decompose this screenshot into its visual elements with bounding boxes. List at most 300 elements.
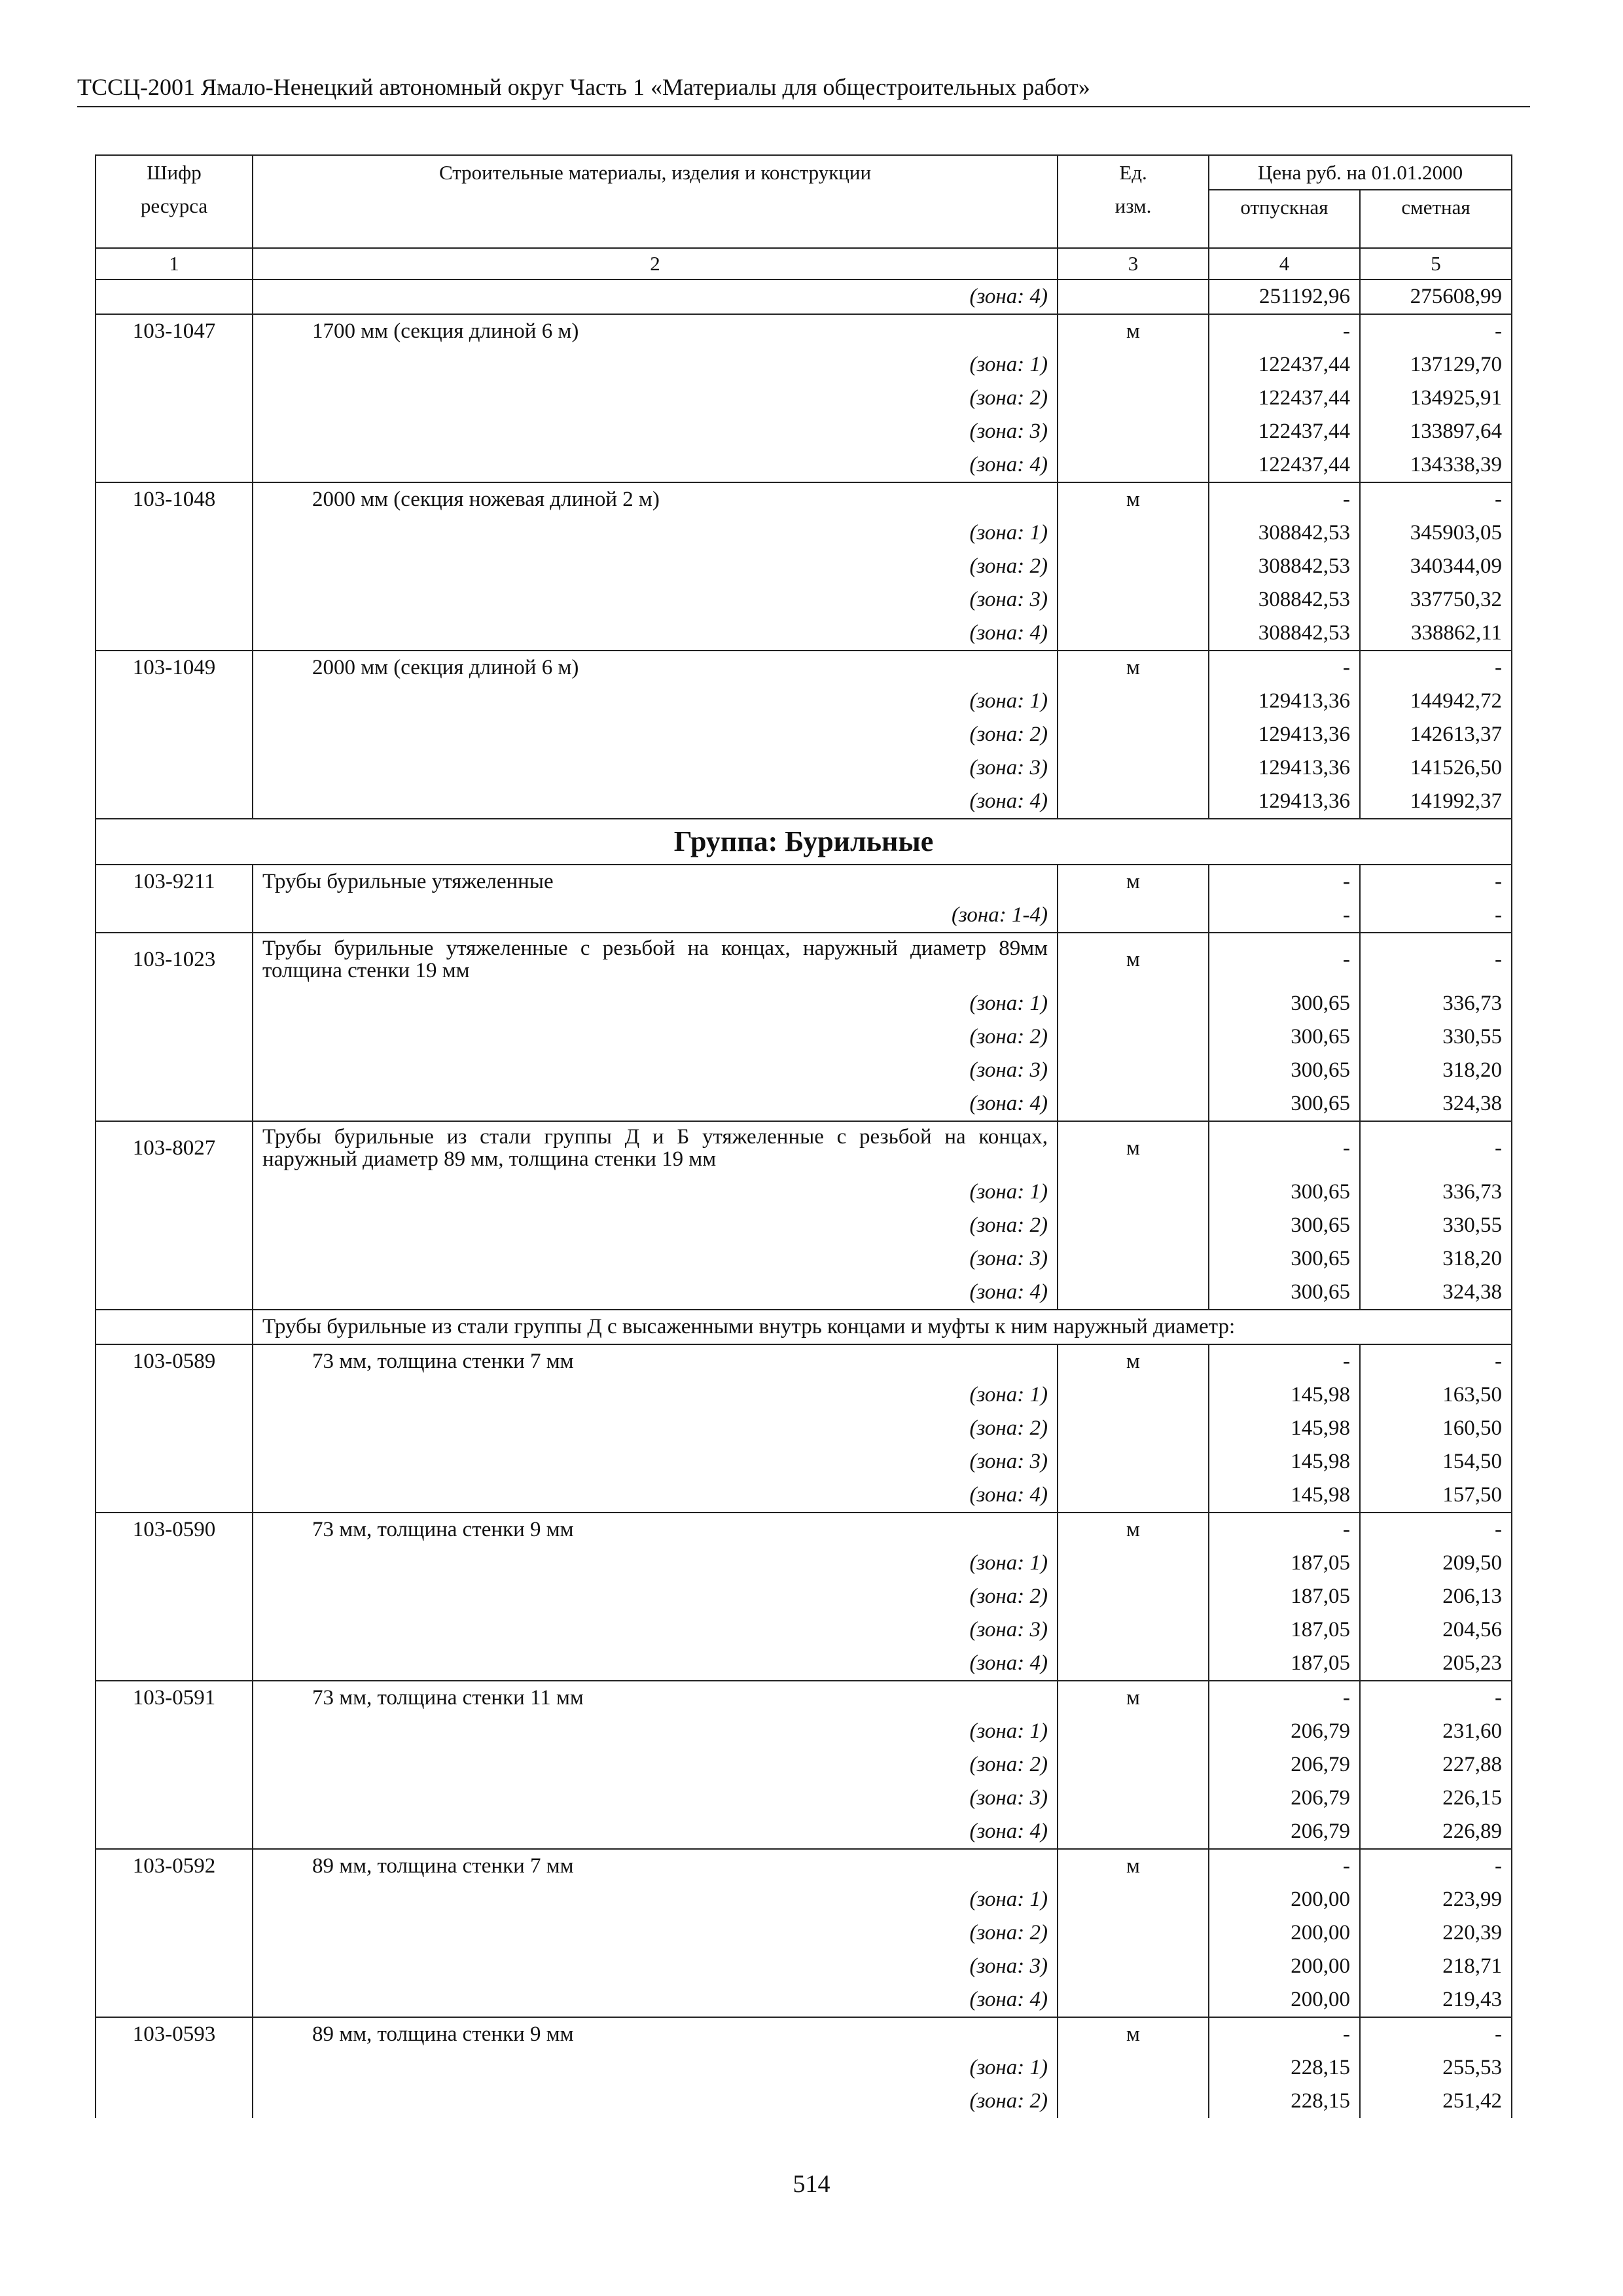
release-price: 300,65	[1209, 1209, 1360, 1242]
estimate-price: -	[1360, 1513, 1512, 1547]
unit-cell-empty	[1058, 382, 1209, 415]
release-price: 308842,53	[1209, 617, 1360, 651]
unit-cell-empty	[1058, 550, 1209, 583]
unit-cell-empty	[1058, 2051, 1209, 2085]
zone-row	[96, 1209, 1512, 1242]
unit-cell-empty	[1058, 785, 1209, 819]
release-price: 129413,36	[1209, 751, 1360, 785]
zone-row	[96, 899, 1512, 933]
estimate-price: 338862,11	[1360, 617, 1512, 651]
release-price: -	[1209, 1344, 1360, 1378]
zone-row	[96, 1782, 1512, 1815]
unit-cell-empty	[1058, 1547, 1209, 1580]
zone-row	[96, 1412, 1512, 1445]
release-price: -	[1209, 865, 1360, 899]
zone-label: (зона: 4)	[253, 1647, 1058, 1681]
zone-row	[96, 617, 1512, 651]
unit-cell-empty	[1058, 718, 1209, 751]
estimate-price: 220,39	[1360, 1916, 1512, 1950]
zone-row	[96, 1916, 1512, 1950]
zone-row	[96, 583, 1512, 617]
release-price: -	[1209, 1513, 1360, 1547]
resource-code-empty	[96, 785, 253, 819]
release-price: 122437,44	[1209, 448, 1360, 482]
release-price: 187,05	[1209, 1580, 1360, 1613]
release-price: 200,00	[1209, 1983, 1360, 2017]
resource-code-empty	[96, 1613, 253, 1647]
zone-label: (зона: 3)	[253, 1950, 1058, 1983]
unit-cell: м	[1058, 314, 1209, 348]
unit-cell-empty	[1058, 1175, 1209, 1209]
release-price: -	[1209, 651, 1360, 685]
resource-code: 103-0591	[96, 1681, 253, 1715]
zone-label: (зона: 1)	[253, 348, 1058, 382]
unit-cell-empty	[1058, 1209, 1209, 1242]
resource-code-empty	[96, 1950, 253, 1983]
release-price: 206,79	[1209, 1782, 1360, 1815]
zone-row	[96, 1883, 1512, 1916]
unit-cell-empty	[1058, 1580, 1209, 1613]
estimate-price: 144942,72	[1360, 685, 1512, 718]
unit-cell-empty	[1058, 751, 1209, 785]
resource-name: 73 мм, толщина стенки 9 мм	[253, 1513, 1058, 1547]
zone-row	[96, 685, 1512, 718]
header-name: Строительные материалы, изделия и конструкции	[253, 155, 1058, 248]
zone-row	[96, 2051, 1512, 2085]
estimate-price: -	[1360, 1681, 1512, 1715]
group-heading-row	[96, 819, 1512, 865]
unit-cell-empty	[1058, 987, 1209, 1020]
zone-label: (зона: 3)	[253, 1445, 1058, 1479]
unit-cell-empty	[1058, 415, 1209, 448]
resource-code: 103-9211	[96, 865, 253, 899]
zone-row	[96, 1087, 1512, 1121]
price-table	[95, 154, 1512, 2118]
zone-row	[96, 550, 1512, 583]
zone-label: (зона: 3)	[253, 415, 1058, 448]
zone-label: (зона: 4)	[253, 1983, 1058, 2017]
estimate-price: 205,23	[1360, 1647, 1512, 1681]
estimate-price: 157,50	[1360, 1479, 1512, 1513]
unit-cell-empty	[1058, 1242, 1209, 1276]
header-release-price: отпускная	[1209, 190, 1360, 248]
zone-row	[96, 1175, 1512, 1209]
estimate-price: 141992,37	[1360, 785, 1512, 819]
resource-code-empty	[96, 1647, 253, 1681]
resource-row	[96, 865, 1512, 899]
zone-label: (зона: 1)	[253, 1547, 1058, 1580]
estimate-price: -	[1360, 2017, 1512, 2051]
resource-code: 103-1047	[96, 314, 253, 348]
zone-row	[96, 382, 1512, 415]
zone-label: (зона: 4)	[253, 1276, 1058, 1310]
unit-cell: м	[1058, 2017, 1209, 2051]
unit-cell: м	[1058, 865, 1209, 899]
zone-row	[96, 1950, 1512, 1983]
unit-cell-empty	[1058, 1412, 1209, 1445]
estimate-price: 141526,50	[1360, 751, 1512, 785]
resource-code-empty	[96, 1310, 253, 1344]
zone-label: (зона: 1)	[253, 1378, 1058, 1412]
zone-label: (зона: 1)	[253, 987, 1058, 1020]
unit-cell: м	[1058, 651, 1209, 685]
estimate-price: 330,55	[1360, 1209, 1512, 1242]
resource-code-empty	[96, 550, 253, 583]
resource-code-empty	[96, 1748, 253, 1782]
unit-cell-empty	[1058, 448, 1209, 482]
resource-name: 89 мм, толщина стенки 9 мм	[253, 2017, 1058, 2051]
estimate-price: 255,53	[1360, 2051, 1512, 2085]
unit-cell-empty	[1058, 1748, 1209, 1782]
resource-code-empty	[96, 1547, 253, 1580]
resource-code-empty	[96, 2085, 253, 2118]
resource-row	[96, 933, 1512, 987]
resource-code: 103-1023	[96, 933, 253, 987]
resource-code-empty	[96, 1054, 253, 1087]
resource-code: 103-0590	[96, 1513, 253, 1547]
release-price: 187,05	[1209, 1647, 1360, 1681]
column-number: 2	[253, 248, 1058, 279]
zone-label: (зона: 2)	[253, 1748, 1058, 1782]
resource-code-empty	[96, 1815, 253, 1849]
estimate-price: -	[1360, 1121, 1512, 1175]
header-unit: Ед. изм.	[1058, 155, 1209, 248]
unit-cell-empty	[1058, 1613, 1209, 1647]
zone-row	[96, 1613, 1512, 1647]
estimate-price: 336,73	[1360, 1175, 1512, 1209]
zone-row	[96, 1715, 1512, 1748]
zone-label: (зона: 2)	[253, 1412, 1058, 1445]
zone-label: (зона: 4)	[253, 279, 1058, 314]
zone-label: (зона: 3)	[253, 1613, 1058, 1647]
resource-code-empty	[96, 718, 253, 751]
resource-code-empty	[96, 516, 253, 550]
resource-code-empty	[96, 1175, 253, 1209]
resource-name: 73 мм, толщина стенки 11 мм	[253, 1681, 1058, 1715]
release-price: 129413,36	[1209, 785, 1360, 819]
release-price: 145,98	[1209, 1479, 1360, 1513]
estimate-price: 340344,09	[1360, 550, 1512, 583]
unit-cell-empty	[1058, 516, 1209, 550]
estimate-price: 223,99	[1360, 1883, 1512, 1916]
release-price: 200,00	[1209, 1916, 1360, 1950]
zone-label: (зона: 2)	[253, 1916, 1058, 1950]
zone-label: (зона: 4)	[253, 448, 1058, 482]
estimate-price: 337750,32	[1360, 583, 1512, 617]
zone-row	[96, 1242, 1512, 1276]
release-price: 300,65	[1209, 1175, 1360, 1209]
header-price: Цена руб. на 01.01.2000	[1209, 155, 1512, 190]
unit-cell-empty	[1058, 1276, 1209, 1310]
resource-code: 103-1048	[96, 482, 253, 516]
zone-label: (зона: 2)	[253, 382, 1058, 415]
unit-cell: м	[1058, 1849, 1209, 1883]
zone-row	[96, 1983, 1512, 2017]
release-price: -	[1209, 1849, 1360, 1883]
zone-row	[96, 1445, 1512, 1479]
resource-name: Трубы бурильные утяжеленные с резьбой на концах, наружный диаметр 89мм толщина стенки 19 мм	[253, 933, 1058, 987]
resource-name: 89 мм, толщина стенки 7 мм	[253, 1849, 1058, 1883]
resource-code-empty	[96, 1715, 253, 1748]
zone-row	[96, 1815, 1512, 1849]
zone-row	[96, 1748, 1512, 1782]
column-number: 5	[1360, 248, 1512, 279]
release-price: 300,65	[1209, 1242, 1360, 1276]
unit-cell-empty	[1058, 1916, 1209, 1950]
resource-code-empty	[96, 1087, 253, 1121]
resource-name: 73 мм, толщина стенки 7 мм	[253, 1344, 1058, 1378]
resource-code-empty	[96, 1412, 253, 1445]
resource-code-empty	[96, 1580, 253, 1613]
resource-code-empty	[96, 899, 253, 933]
zone-row	[96, 987, 1512, 1020]
release-price: 145,98	[1209, 1445, 1360, 1479]
resource-code-empty	[96, 617, 253, 651]
zone-row	[96, 279, 1512, 314]
estimate-price: 231,60	[1360, 1715, 1512, 1748]
zone-label: (зона: 2)	[253, 2085, 1058, 2118]
estimate-price: 154,50	[1360, 1445, 1512, 1479]
unit-cell-empty	[1058, 583, 1209, 617]
release-price: 129413,36	[1209, 685, 1360, 718]
estimate-price: 160,50	[1360, 1412, 1512, 1445]
header-code: Шифр ресурса	[96, 155, 253, 248]
release-price: 206,79	[1209, 1715, 1360, 1748]
unit-cell-empty	[1058, 1020, 1209, 1054]
resource-row	[96, 1344, 1512, 1378]
resource-code-empty	[96, 1209, 253, 1242]
release-price: 200,00	[1209, 1883, 1360, 1916]
zone-label: (зона: 1)	[253, 2051, 1058, 2085]
zone-label: (зона: 1)	[253, 1175, 1058, 1209]
estimate-price: -	[1360, 899, 1512, 933]
zone-label: (зона: 4)	[253, 785, 1058, 819]
estimate-price: 336,73	[1360, 987, 1512, 1020]
zone-label: (зона: 3)	[253, 1782, 1058, 1815]
resource-code: 103-0589	[96, 1344, 253, 1378]
unit-cell: м	[1058, 1121, 1209, 1175]
zone-label: (зона: 3)	[253, 583, 1058, 617]
estimate-price: 218,71	[1360, 1950, 1512, 1983]
unit-cell-empty	[1058, 1950, 1209, 1983]
zone-row	[96, 785, 1512, 819]
resource-code-empty	[96, 1020, 253, 1054]
estimate-price: 163,50	[1360, 1378, 1512, 1412]
release-price: 251192,96	[1209, 279, 1360, 314]
release-price: 300,65	[1209, 1020, 1360, 1054]
estimate-price: 251,42	[1360, 2085, 1512, 2118]
running-header: ТССЦ-2001 Ямало-Ненецкий автономный округ Часть 1 «Материалы для общестроительных работ»	[77, 73, 1530, 107]
estimate-price: 345903,05	[1360, 516, 1512, 550]
resource-code: 103-8027	[96, 1121, 253, 1175]
estimate-price: 134925,91	[1360, 382, 1512, 415]
zone-label: (зона: 4)	[253, 1815, 1058, 1849]
zone-row	[96, 2085, 1512, 2118]
resource-name: Трубы бурильные утяжеленные	[253, 865, 1058, 899]
unit-cell-empty	[1058, 1647, 1209, 1681]
unit-cell-empty	[1058, 1054, 1209, 1087]
estimate-price: 209,50	[1360, 1547, 1512, 1580]
unit-cell: м	[1058, 1681, 1209, 1715]
release-price: 300,65	[1209, 987, 1360, 1020]
unit-cell: м	[1058, 933, 1209, 987]
release-price: -	[1209, 933, 1360, 987]
release-price: -	[1209, 2017, 1360, 2051]
estimate-price: 226,15	[1360, 1782, 1512, 1815]
zone-label: (зона: 2)	[253, 550, 1058, 583]
unit-cell-empty	[1058, 617, 1209, 651]
resource-row	[96, 1121, 1512, 1175]
column-number: 4	[1209, 248, 1360, 279]
release-price: -	[1209, 1681, 1360, 1715]
unit-cell-empty	[1058, 1378, 1209, 1412]
release-price: -	[1209, 899, 1360, 933]
unit-cell-empty	[1058, 1815, 1209, 1849]
release-price: -	[1209, 314, 1360, 348]
release-price: 308842,53	[1209, 516, 1360, 550]
unit-cell-empty	[1058, 899, 1209, 933]
unit-cell: м	[1058, 1344, 1209, 1378]
release-price: 187,05	[1209, 1547, 1360, 1580]
release-price: 187,05	[1209, 1613, 1360, 1647]
resource-row	[96, 1681, 1512, 1715]
resource-row	[96, 1513, 1512, 1547]
resource-code: 103-1049	[96, 651, 253, 685]
column-number: 1	[96, 248, 253, 279]
zone-label: (зона: 3)	[253, 751, 1058, 785]
unit-cell-empty	[1058, 1479, 1209, 1513]
release-price: 145,98	[1209, 1412, 1360, 1445]
release-price: 129413,36	[1209, 718, 1360, 751]
zone-row	[96, 1276, 1512, 1310]
release-price: -	[1209, 482, 1360, 516]
resource-row	[96, 314, 1512, 348]
zone-label: (зона: 2)	[253, 1209, 1058, 1242]
resource-code-empty	[96, 1242, 253, 1276]
unit-cell-empty	[1058, 1883, 1209, 1916]
unit-cell: м	[1058, 1513, 1209, 1547]
subgroup-title: Трубы бурильные из стали группы Д с высаженными внутрь концами и муфты к ним наружный диаметр:	[253, 1310, 1512, 1344]
resource-code-empty	[96, 1983, 253, 2017]
unit-cell-empty	[1058, 2085, 1209, 2118]
resource-row	[96, 1849, 1512, 1883]
zone-row	[96, 1479, 1512, 1513]
resource-code-empty	[96, 685, 253, 718]
zone-row	[96, 751, 1512, 785]
estimate-price: -	[1360, 482, 1512, 516]
resource-code-empty	[96, 987, 253, 1020]
zone-row	[96, 1054, 1512, 1087]
resource-code-empty	[96, 1883, 253, 1916]
resource-code-empty	[96, 382, 253, 415]
unit-cell-empty	[1058, 1087, 1209, 1121]
release-price: 228,15	[1209, 2051, 1360, 2085]
resource-code-empty	[96, 1479, 253, 1513]
zone-row	[96, 1547, 1512, 1580]
zone-label: (зона: 1-4)	[253, 899, 1058, 933]
release-price: 300,65	[1209, 1054, 1360, 1087]
estimate-price: 219,43	[1360, 1983, 1512, 2017]
estimate-price: 206,13	[1360, 1580, 1512, 1613]
resource-code-empty	[96, 751, 253, 785]
estimate-price: 137129,70	[1360, 348, 1512, 382]
estimate-price: -	[1360, 865, 1512, 899]
zone-label: (зона: 1)	[253, 1715, 1058, 1748]
zone-label: (зона: 2)	[253, 718, 1058, 751]
estimate-price: 318,20	[1360, 1242, 1512, 1276]
resource-name: 2000 мм (секция ножевая длиной 2 м)	[253, 482, 1058, 516]
resource-code-empty	[96, 448, 253, 482]
resource-code: 103-0593	[96, 2017, 253, 2051]
release-price: 206,79	[1209, 1815, 1360, 1849]
estimate-price: 133897,64	[1360, 415, 1512, 448]
header-estimate-price: сметная	[1360, 190, 1512, 248]
unit-cell-empty	[1058, 279, 1209, 314]
resource-code-empty	[96, 1782, 253, 1815]
release-price: 308842,53	[1209, 550, 1360, 583]
estimate-price: -	[1360, 314, 1512, 348]
page-number: 514	[793, 2170, 830, 2198]
unit-cell-empty	[1058, 1445, 1209, 1479]
zone-label: (зона: 4)	[253, 1087, 1058, 1121]
zone-row	[96, 415, 1512, 448]
estimate-price: 318,20	[1360, 1054, 1512, 1087]
estimate-price: -	[1360, 1344, 1512, 1378]
unit-cell: м	[1058, 482, 1209, 516]
resource-code-empty	[96, 1445, 253, 1479]
resource-row	[96, 2017, 1512, 2051]
zone-label: (зона: 2)	[253, 1020, 1058, 1054]
estimate-price: 204,56	[1360, 1613, 1512, 1647]
zone-label: (зона: 1)	[253, 685, 1058, 718]
estimate-price: -	[1360, 651, 1512, 685]
release-price: 200,00	[1209, 1950, 1360, 1983]
estimate-price: -	[1360, 933, 1512, 987]
zone-row	[96, 1580, 1512, 1613]
estimate-price: 142613,37	[1360, 718, 1512, 751]
zone-row	[96, 718, 1512, 751]
group-heading: Группа: Бурильные	[96, 819, 1512, 865]
estimate-price: 227,88	[1360, 1748, 1512, 1782]
resource-code-empty	[96, 1276, 253, 1310]
unit-cell-empty	[1058, 348, 1209, 382]
zone-row	[96, 348, 1512, 382]
zone-row	[96, 448, 1512, 482]
release-price: 122437,44	[1209, 415, 1360, 448]
zone-label: (зона: 4)	[253, 617, 1058, 651]
release-price: 145,98	[1209, 1378, 1360, 1412]
unit-cell-empty	[1058, 685, 1209, 718]
estimate-price: -	[1360, 1849, 1512, 1883]
resource-name: Трубы бурильные из стали группы Д и Б утяжеленные с резьбой на концах, наружный диаметр 89 мм, толщина стенки 19 мм	[253, 1121, 1058, 1175]
resource-code-empty	[96, 415, 253, 448]
price-table-body	[96, 279, 1512, 2118]
resource-code-empty	[96, 2051, 253, 2085]
resource-code-empty	[96, 279, 253, 314]
resource-code-empty	[96, 1378, 253, 1412]
zone-row	[96, 516, 1512, 550]
release-price: 300,65	[1209, 1276, 1360, 1310]
zone-label: (зона: 1)	[253, 516, 1058, 550]
unit-cell-empty	[1058, 1983, 1209, 2017]
zone-label: (зона: 1)	[253, 1883, 1058, 1916]
zone-label: (зона: 3)	[253, 1242, 1058, 1276]
estimate-price: 275608,99	[1360, 279, 1512, 314]
release-price: 122437,44	[1209, 382, 1360, 415]
column-number: 3	[1058, 248, 1209, 279]
release-price: -	[1209, 1121, 1360, 1175]
resource-code-empty	[96, 348, 253, 382]
